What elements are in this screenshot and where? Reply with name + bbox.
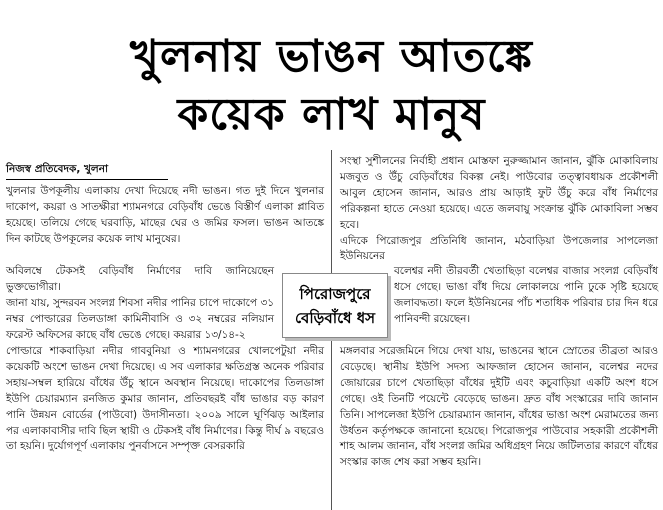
paragraph: মঙ্গলবার সরেজমিনে গিয়ে দেখা যায়, ভাঙনের স্থানে স্রোতের তীব্রতা আরও বেড়েছে। স্থানীয় ইউপি সদস্য আফজাল হোসেন জানান, বলেশ্বর নদের জোয়ারের চাপে খেতাছিড়া বাঁধের দুইটি এবং কচুবাড়িয়া একটি অংশ ধসে গেছে। ওই তিনটি পয়েন্টে বেড়েছে ভাঙন। দ্রুত বাঁধ সংস্কারের দাবি জানান তিনি। সাপলেজা ইউপি চেয়ারম্যান জানান, বাঁধের ভাঙা অংশ মেরামতের জন্য উর্ধতন কর্তৃপক্ষকে জানানো হয়েছে। পিরোজপুর পাউবোর সহকারী প্রকৌশলী শাহ আলম জানান, বাঁধ সংলগ্ন জমির অধিগ্রহণ নিয়ে জটিলতার কারণে বাঁধের সংস্কার কাজ শেষ করা সম্ভব হয়নি। — [340, 345, 658, 469]
column-1-top — [6, 184, 324, 248]
paragraph: জানা যায়, সুন্দরবন সংলগ্ন শিবসা নদীর পানির চাপে দাকোপে ৩১ নম্বর পোল্ডারের তিলডাঙ্গা কামিনীবাসি ও ৩২ নম্বরের নলিয়ান ফরেস্ট অফিসের কাছে বাঁধ ভেঙে গেছে। কয়রার ১৩/১৪-২ — [6, 296, 274, 341]
paragraph: এদিকে পিরোজপুর প্রতিনিধি জানান, মঠবাড়িয়া উপজেলার সাপলেজা ইউনিয়নের — [340, 234, 658, 263]
headline-line-2: কয়েক লাখ মানুষ — [177, 89, 486, 140]
byline: নিজস্ব প্রতিবেদক, খুলনা — [6, 163, 109, 175]
paragraph: বলেশ্বর নদী তীরবর্তী খেতাছিড়া বলেশ্বর বাজার সংলগ্ন বেড়িবাঁধ ধসে গেছে। ভাঙা বাঁধ দিয়ে লোকালয়ে পানি ঢুকে সৃষ্টি হয়েছে জলাবদ্ধতা। ফলে ইউনিয়নের পাঁচ শতাধিক পরিবার চার দিন ধরে পানিবন্দী রয়েছেন। — [394, 265, 658, 325]
column-2-bottom — [340, 344, 658, 471]
column-1-beside-quote — [6, 264, 274, 344]
paragraph: অবিলম্বে টেকসই বেড়িবাঁধ নির্মাণের দাবি জানিয়েছেন ভুক্তভোগীরা। — [6, 265, 274, 293]
headline-line-1: খুলনায় ভাঙন আতঙ্কে — [130, 31, 533, 82]
paragraph: সংস্থা সুশীলনের নির্বাহী প্রধান মোস্তফা নুরুজ্জামান জানান, ঝুঁকি মোকাবিলায় মজবুত ও উঁচু বেড়িবাঁধের বিকল্প নেই। পাউবোর তত্ত্বাবধায়ক প্রকৌশলী আবুল হোসেন জানান, আরও প্রায় আড়াই ফুট উঁচু করে বাঁধ নির্মাণের পরিকল্পনা হাতে নেওয়া হয়েছে। এতে জলবায়ু সংক্রান্ত ঝুঁকি মোকাবিলা সম্ভব হবে। — [340, 155, 658, 231]
column-1-bottom — [6, 344, 324, 455]
pull-quote-line-1: পিরোজপুরে — [299, 284, 371, 303]
pull-quote-box — [282, 273, 388, 338]
byline-underline — [6, 179, 168, 180]
column-2-top — [340, 154, 658, 265]
paragraph: খুলনার উপকূলীয় এলাকায় দেখা দিয়েছে নদী ভাঙন। গত দুই দিনে খুলনার দাকোপ, কয়রা ও সাতক্ষীরা শ্যামনগরে বেড়িবাঁধ ভেঙে বিস্তীর্ণ এলাকা প্লাবিত হয়েছে। তলিয়ে গেছে ঘরবাড়ি, মাছের ঘের ও জমির ফসল। ভাঙন আতঙ্কে দিন কাটছে উপকূলের কয়েক লাখ মানুষের। — [6, 185, 324, 245]
column-2-beside-quote — [394, 264, 658, 328]
pull-quote-line-2: বেড়িবাঁধে ধস — [294, 308, 376, 327]
paragraph: পোল্ডারে শাকবাড়িয়া নদীর গাববুনিয়া ও শ্যামনগরের খোলপেটুয়া নদীর কয়েকটি অংশে ভাঙন দেখা দিয়েছে। এ সব এলাকার ক্ষতিগ্রস্ত অনেক পরিবার সহায়-সম্বল হারিয়ে বাঁধের উঁচু স্থানে অবস্থান নিয়েছে। দাকোপের তিলডাঙ্গা ইউপি চেয়ারম্যান রনজিত কুমার জানান, প্রতিবছরই বাঁধ ভাঙার বড় কারণ পানি উন্নয়ন বোর্ডের (পাউবো) উদাসীনতা। ২০০৯ সালে ঘূর্ণিঝড় আইলার পর এলাকাবাসীর দাবি ছিল স্থায়ী ও টেকসই বাঁধ নির্মাণের। কিন্তু দীর্ঘ ৯ বছরেও তা হয়নি। দুর্যোগপূর্ণ এলাকায় পুনর্বাসনে সম্পৃক্ত বেসরকারি — [6, 345, 324, 453]
